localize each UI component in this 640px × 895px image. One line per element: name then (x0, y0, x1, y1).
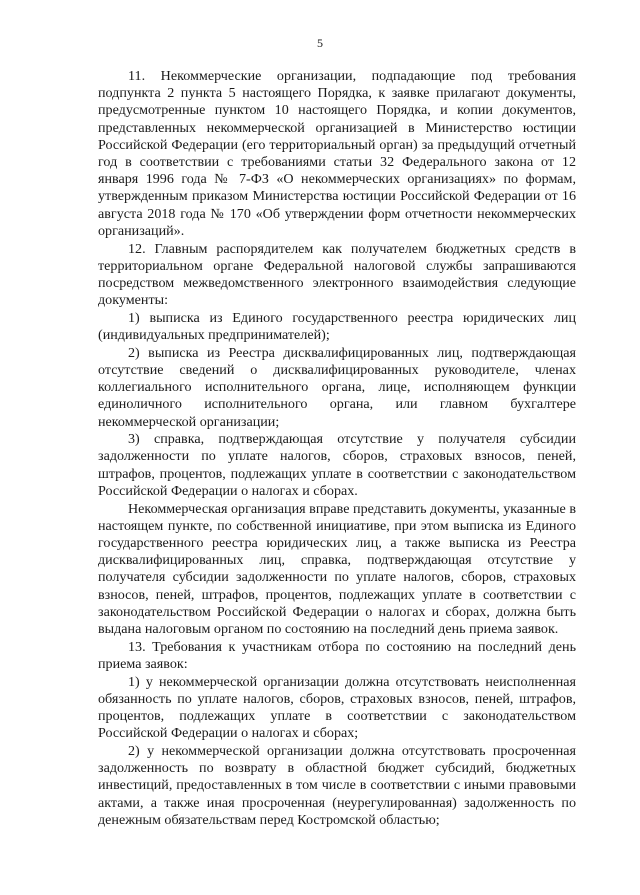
paragraph-12-item-3: 3) справка, подтверждающая отсутствие у получателя субсидии задолженности по уплате налогов, сборов, страховых взносов, пеней, штрафов, процентов, подлежащих уплате в соответствии с законодательством Российской Федерации о налогах и сборах. (98, 431, 576, 499)
document-body (98, 68, 576, 829)
paragraph-12-item-1: 1) выписка из Единого государственного реестра юридических лиц (индивидуальных предпринимателей); (98, 309, 576, 344)
paragraph-11: 11. Некоммерческие организации, подпадающие под требования подпункта 2 пункта 5 настоящего Порядка, к заявке прилагают документы, предусмотренные пунктом 10 настоящего Порядка, и копии документов, представленных некоммерческой организацией в Министерство юстиции Российской Федерации (его территориальный орган) за предыдущий отчетный год в соответствии с требованиями статьи 32 Федерального закона от 12 января 1996 года № 7-ФЗ «О некоммерческих организациях» по формам, утвержденным приказом Министерства юстиции Российской Федерации от 16 августа 2018 года № 170 «Об утверждении форм отчетности некоммерческих организаций». (98, 68, 576, 239)
paragraph-12-initiative-note: Некоммерческая организация вправе представить документы, указанные в настоящем пункте, по собственной инициативе, при этом выписка из Единого государственного реестра юридических лиц, а также выписка из Реестра дисквалифицированных лиц, справка, подтверждающая отсутствие у получателя субсидии задолженности по уплате налогов, сборов, страховых взносов, пеней, штрафов, процентов, подлежащих уплате в соответствии с законодательством Российской Федерации о налогах и сборах, должна быть выдана налоговым органом по состоянию на последний день приема заявок. (98, 500, 576, 637)
paragraph-12-item-2: 2) выписка из Реестра дисквалифицированных лиц, подтверждающая отсутствие сведений о дисквалифицированных руководителе, членах коллегиального исполнительного органа, лице, исполняющем функции единоличного исполнительного органа, или главном бухгалтере некоммерческой организации; (98, 344, 576, 430)
paragraph-13-item-1: 1) у некоммерческой организации должна отсутствовать неисполненная обязанность по уплате налогов, сборов, страховых взносов, пеней, штрафов, процентов, подлежащих уплате в соответствии с законодательством Российской Федерации о налогах и сборах; (98, 673, 576, 742)
paragraph-12: 12. Главным распорядителем как получателем бюджетных средств в территориальном органе Федеральной налоговой службы запрашиваются посредством межведомственного электронного взаимодействия следующие документы: (98, 240, 576, 309)
paragraph-13: 13. Требования к участникам отбора по состоянию на последний день приема заявок: (98, 638, 576, 672)
paragraph-13-item-2: 2) у некоммерческой организации должна отсутствовать просроченная задолженность по возврату в областной бюджет субсидий, бюджетных инвестиций, предоставленных в том числе в соответствии с иными правовыми актами, а также иная просроченная (неурегулированная) задолженность по денежным обязательствам перед Костромской областью; (98, 742, 576, 828)
page-number: 5 (317, 36, 323, 50)
